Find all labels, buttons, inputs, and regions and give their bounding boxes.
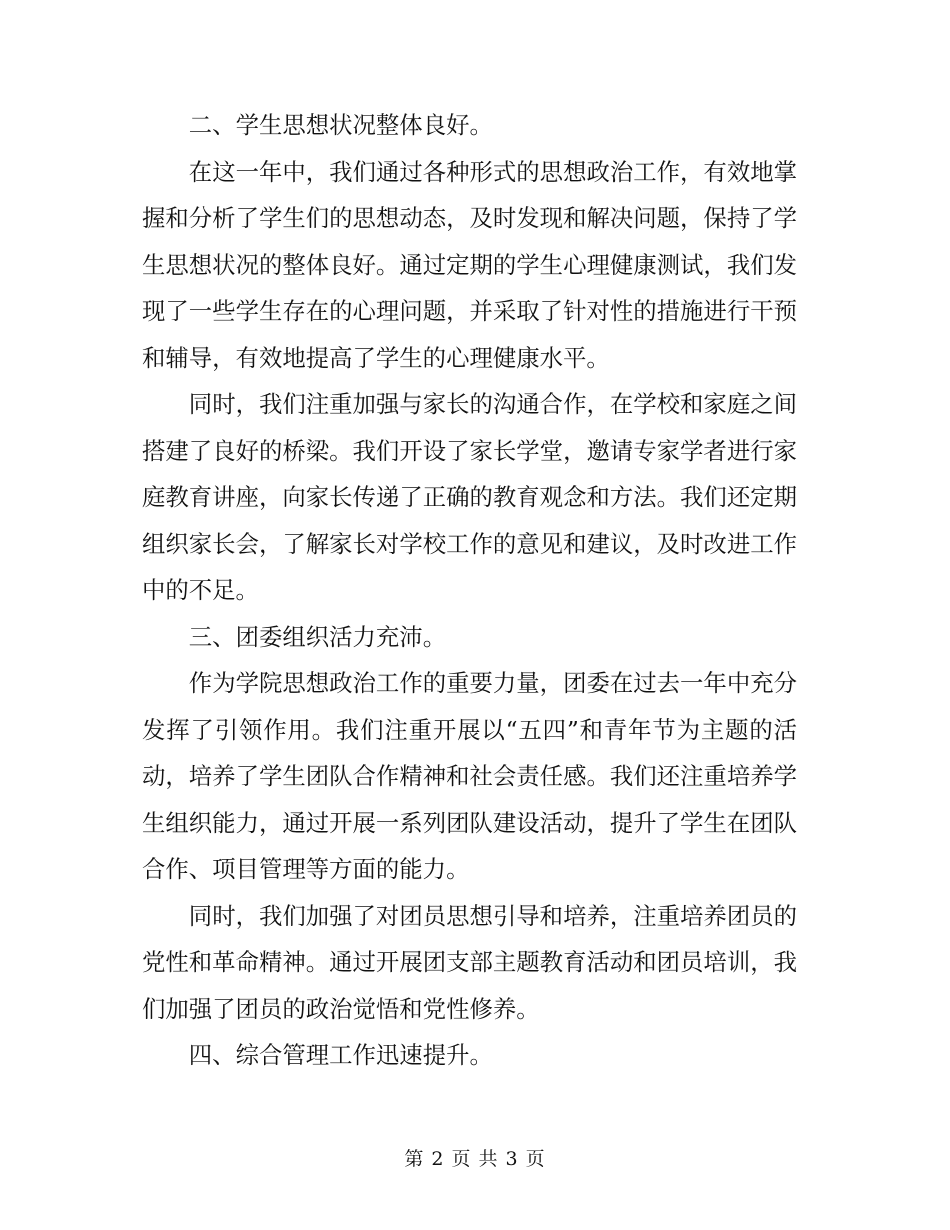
section-heading-3: 三、团委组织活力充沛。 (188, 622, 447, 651)
section-heading-4: 四、综合管理工作迅速提升。 (188, 1041, 493, 1069)
paragraph-member-training: 同时，我们加强了对团员思想引导和培养，注重培养团员的党性和革命精神。通过开展团支部主题教育活动和团员培训，我们加强了团员的政治觉悟和党性修养。 (142, 901, 797, 1023)
document-body (142, 102, 797, 1079)
paragraph-parent-communication: 同时，我们注重加强与家长的沟通合作，在学校和家庭之间搭建了良好的桥梁。我们开设了家长学堂，邀请专家学者进行家庭教育讲座，向家长传递了正确的教育观念和方法。我们还定期组织家长会，了解家长对学校工作的意见和建议，及时改进工作中的不足。 (142, 390, 797, 604)
paragraph-student-thought: 在这一年中，我们通过各种形式的思想政治工作，有效地掌握和分析了学生们的思想动态，及时发现和解决问题，保持了学生思想状况的整体良好。通过定期的学生心理健康测试，我们发现了一些学生存在的心理问题，并采取了针对性的措施进行干预和辅导，有效地提高了学生的心理健康水平。 (142, 157, 797, 372)
section-heading-2: 二、学生思想状况整体良好。 (188, 111, 493, 139)
page-number-footer: 第 2 页 共 3 页 (404, 1148, 546, 1170)
paragraph-league-activities: 作为学院思想政治工作的重要力量，团委在过去一年中充分发挥了引领作用。我们注重开展以“五四”和青年节为主题的活动，培养了学生团队合作精神和社会责任感。我们还注重培养学生组织能力，通过开展一系列团队建设活动，提升了学生在团队合作、项目管理等方面的能力。 (142, 669, 797, 883)
